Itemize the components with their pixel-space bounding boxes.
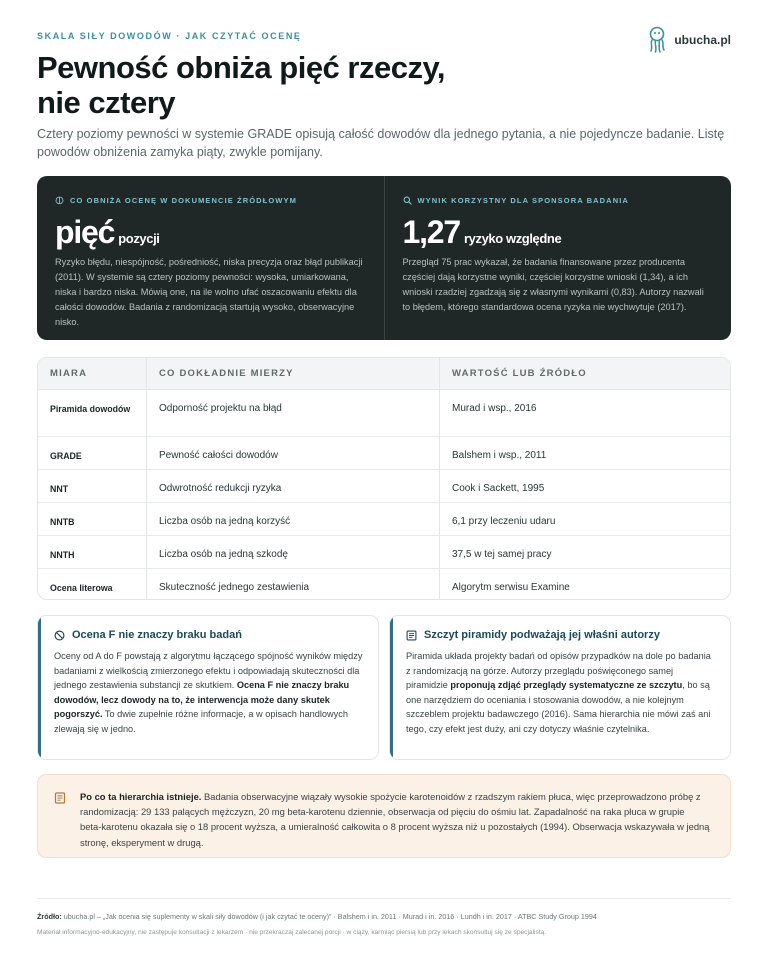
column-header: CO DOKŁADNIE MIERZY xyxy=(146,358,439,389)
brain-icon xyxy=(55,196,64,205)
note-lead: Po co ta hierarchia istnieje. xyxy=(80,791,202,802)
document-icon xyxy=(406,630,417,641)
table-row xyxy=(38,569,730,600)
column-header: WARTOŚĆ LUB ŹRÓDŁO xyxy=(439,358,730,389)
table-cell: Murad i wsp., 2016 xyxy=(439,390,730,436)
card-title: Ocena F nie znaczy braku badań xyxy=(72,629,242,641)
stat-unit: ryzyko względne xyxy=(463,231,562,246)
stat-description: Ryzyko błędu, niespójność, pośredniość, niska precyzja oraz błąd publikacji (2011). W systemie są cztery poziomy pewności: wysoka, umiarkowana, niska i bardzo niska. Mówią one, na ile wolno ufać oszacowaniu efektu dla całości dowodów. Badania z randomizacją startują wysoko, obserwacyjne nisko. xyxy=(55,257,363,327)
table-cell: Balshem i wsp., 2011 xyxy=(439,437,730,469)
site-logo[interactable] xyxy=(646,26,731,54)
table-cell: Odwrotność redukcji ryzyka xyxy=(146,470,439,502)
logo-text: ubucha.pl xyxy=(674,33,731,47)
notepad-icon xyxy=(54,792,66,804)
card-emphasis: proponują zdjąć przeglądy systematyczne ze szczytu xyxy=(450,680,683,691)
stat-value: 1,27 xyxy=(402,214,460,250)
table-cell: NNT xyxy=(50,484,69,494)
table-row xyxy=(38,390,730,437)
measures-table xyxy=(37,357,731,600)
callout-card-grade-f xyxy=(37,615,379,760)
prohibited-icon xyxy=(54,630,65,641)
table-cell: Cook i Sackett, 1995 xyxy=(439,470,730,502)
hierarchy-note xyxy=(37,774,731,858)
footer xyxy=(37,898,731,936)
table-cell: Piramida dowodów xyxy=(50,404,131,414)
column-header: MIARA xyxy=(50,368,88,379)
table-cell: 37,5 w tej samej pracy xyxy=(439,536,730,568)
stat-value: pięć xyxy=(55,214,115,250)
stat-block-relative-risk xyxy=(384,176,732,340)
page-title: Pewność obniża pięć rzeczy, nie cztery xyxy=(37,50,446,120)
search-icon xyxy=(403,196,412,205)
table-cell: NNTH xyxy=(50,550,75,560)
lead-paragraph: Cztery poziomy pewności w systemie GRADE opisują całość dowodów dla jednego pytania, a nie pojedyncze badanie. Listę powodów obniżenia zamyka piąty, zwykle pomijany. xyxy=(37,127,725,159)
stat-label: CO OBNIŻA OCENĘ W DOKUMENCIE ŹRÓDŁOWYM xyxy=(70,195,297,205)
stat-block-five-factors xyxy=(37,176,384,340)
card-body: Piramida układa projekty badań od opisów przypadków na dole po badania z randomizacją na górze. Autorzy przeglądu poświęconego samej piramidzie proponują zdjąć przeglądy systematyczne ze szczytu, bo są one narzędziem do oceniania i stosowania dowodów, a nie kolejnym szczeblem projektu badawczego (2016). Sama hierarchia nie mówi zaś ani tego, czy efekt jest duży, ani czy dotyczy właśnie czytelnika. xyxy=(406,651,711,734)
stat-label: WYNIK KORZYSTNY DLA SPONSORA BADANIA xyxy=(417,195,629,205)
callout-card-pyramid xyxy=(389,615,731,760)
table-cell: Skuteczność jednego zestawienia xyxy=(146,569,439,600)
table-row xyxy=(38,470,730,503)
source-line: Źródło: ubucha.pl – „Jak ocenia się suplementy w skali siły dowodów (i jak czytać te oceny)” · Balshem i in. 2011 · Murad i in. 2016 · Lundh i in. 2017 · ATBC Study Group 1994 xyxy=(37,912,597,921)
stat-description: Przegląd 75 prac wykazał, że badania finansowane przez producenta częściej dają korzystne wyniki, częściej korzystne wnioski (1,34), a ich wnioski rzadziej zgadzają się z własnymi wynikami (0,83). Autorzy nazwali to błędem, którego standardowa ocena ryzyka nie wychwytuje (2017). xyxy=(402,257,704,312)
card-emphasis: Ocena F nie znaczy braku dowodów, lecz dowody na to, że interwencja może dany skutek pogorszyć. xyxy=(54,680,350,720)
table-row xyxy=(38,437,730,470)
table-row xyxy=(38,536,730,569)
table-cell: Liczba osób na jedną szkodę xyxy=(146,536,439,568)
table-header xyxy=(38,358,730,390)
table-cell: 6,1 przy leczeniu udaru xyxy=(439,503,730,535)
card-title: Szczyt piramidy podważają jej właśni autorzy xyxy=(424,629,660,641)
card-body: Oceny od A do F powstają z algorytmu łączącego spójność wyników między badaniami z wielkością zmierzonego efektu i odpowiadają skuteczności dla jednego zestawienia substancji ze skutkiem. Ocena F nie znaczy braku dowodów, lecz dowody na to, że interwencja może dany skutek pogorszyć. To dwie zupełnie różne informacje, a w opisach handlowych zlewają się w jedno. xyxy=(54,651,363,734)
octopus-logo-icon xyxy=(646,26,668,54)
table-cell: GRADE xyxy=(50,451,82,461)
table-row xyxy=(38,503,730,536)
kicker: SKALA SIŁY DOWODÓW · JAK CZYTAĆ OCENĘ xyxy=(37,31,302,41)
stat-unit: pozycji xyxy=(118,231,160,246)
stats-panel xyxy=(37,176,731,340)
table-cell: Pewność całości dowodów xyxy=(146,437,439,469)
table-cell: Ocena literowa xyxy=(50,583,113,593)
table-cell: Odporność projektu na błąd xyxy=(146,390,439,436)
disclaimer: Materiał informacyjno‑edukacyjny, nie zastępuje konsultacji z lekarzem · nie przekraczaj zalecanej porcji · w ciąży, karmiąc piersią lub przy lekach skonsultuj się ze specjalistą. xyxy=(37,929,547,936)
table-cell: NNTB xyxy=(50,517,75,527)
table-cell: Liczba osób na jedną korzyść xyxy=(146,503,439,535)
note-body: Po co ta hierarchia istnieje. Badania obserwacyjne wiązały wysokie spożycie karotenoidów z rzadszym rakiem płuca, więc przeprowadzono próbę z randomizacją: 29 133 palących mężczyzn, 20 mg beta‑karotenu dziennie, obserwacja od pięciu do ośmiu lat. Zapadalność na raka płuca w grupie beta‑karotenu okazała się o 18 procent wyższa, a umieralność całkowita o 8 procent wyższa niż u pozostałych (1994). Obserwacja wskazywała w jedną stronę, eksperyment w drugą. xyxy=(80,791,710,848)
table-cell: Algorytm serwisu Examine xyxy=(439,569,730,600)
